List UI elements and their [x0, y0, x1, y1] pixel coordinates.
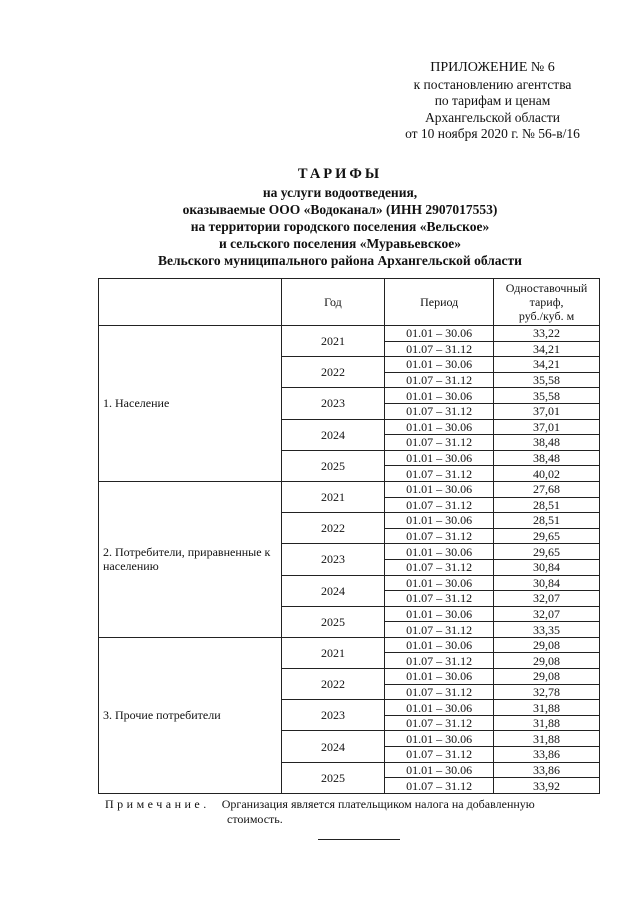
- year-cell: 2022: [281, 669, 385, 700]
- heading-line-3: на территории городского поселения «Вельское»: [190, 219, 490, 234]
- tariff-cell: 37,01: [494, 403, 600, 419]
- category-cell: 2. Потребители, приравненные к населению: [99, 481, 282, 637]
- appendix-line-2: по тарифам и ценам: [434, 93, 551, 108]
- period-cell: 01.07 – 31.12: [385, 684, 494, 700]
- tariff-cell: 37,01: [494, 419, 600, 435]
- period-cell: 01.01 – 30.06: [385, 700, 494, 716]
- year-cell: 2025: [281, 450, 385, 481]
- appendix-title: ПРИЛОЖЕНИЕ № 6: [430, 60, 555, 75]
- tariff-cell: 34,21: [494, 357, 600, 373]
- table-row: [99, 637, 600, 653]
- heading-line-1: на услуги водоотведения,: [262, 185, 418, 200]
- header-tariff-line-2: тариф,: [529, 295, 564, 309]
- tariff-cell: 32,07: [494, 591, 600, 607]
- period-cell: 01.01 – 30.06: [385, 450, 494, 466]
- tariff-cell: 38,48: [494, 435, 600, 451]
- heading-line-5: Вельского муниципального района Архангельской области: [158, 253, 522, 268]
- tariff-cell: 29,65: [494, 544, 600, 560]
- note-text-line-1: Организация является плательщиком налога на добавленную: [221, 797, 535, 811]
- appendix-line-4: от 10 ноября 2020 г. № 56-в/16: [405, 126, 580, 141]
- period-cell: 01.01 – 30.06: [385, 669, 494, 685]
- heading-line-2: оказываемые ООО «Водоканал» (ИНН 2907017553): [182, 202, 498, 217]
- header-tariff-line-1: Одноставочный: [505, 281, 588, 295]
- year-cell: 2024: [281, 731, 385, 762]
- period-cell: 01.01 – 30.06: [385, 731, 494, 747]
- tariff-cell: 32,07: [494, 606, 600, 622]
- tariff-cell: 28,51: [494, 513, 600, 529]
- period-cell: 01.01 – 30.06: [385, 481, 494, 497]
- year-cell: 2021: [281, 326, 385, 357]
- closing-divider: [318, 839, 400, 840]
- period-cell: 01.01 – 30.06: [385, 637, 494, 653]
- year-cell: 2021: [281, 481, 385, 512]
- year-cell: 2022: [281, 513, 385, 544]
- tariff-table-body: [99, 326, 600, 794]
- tariff-cell: 30,84: [494, 575, 600, 591]
- appendix-line-1: к постановлению агентства: [413, 76, 572, 92]
- period-cell: 01.01 – 30.06: [385, 326, 494, 342]
- period-cell: 01.07 – 31.12: [385, 372, 494, 388]
- period-cell: 01.07 – 31.12: [385, 622, 494, 638]
- header-tariff-line-3: руб./куб. м: [518, 309, 575, 323]
- tariff-cell: 33,35: [494, 622, 600, 638]
- period-cell: 01.07 – 31.12: [385, 591, 494, 607]
- period-cell: 01.07 – 31.12: [385, 715, 494, 731]
- tariff-cell: 33,86: [494, 762, 600, 778]
- period-cell: 01.07 – 31.12: [385, 778, 494, 794]
- period-cell: 01.07 – 31.12: [385, 403, 494, 419]
- tariff-cell: 31,88: [494, 715, 600, 731]
- tariff-cell: 30,84: [494, 559, 600, 575]
- note-block: [105, 797, 600, 827]
- note-label: Примечание.: [105, 797, 210, 811]
- period-cell: 01.07 – 31.12: [385, 528, 494, 544]
- header-year: Год: [281, 279, 385, 326]
- period-cell: 01.07 – 31.12: [385, 747, 494, 763]
- period-cell: 01.07 – 31.12: [385, 653, 494, 669]
- tariff-cell: 35,58: [494, 372, 600, 388]
- appendix-line-3: Архангельской области: [425, 109, 560, 125]
- tariff-cell: 34,21: [494, 341, 600, 357]
- period-cell: 01.01 – 30.06: [385, 419, 494, 435]
- period-cell: 01.01 – 30.06: [385, 575, 494, 591]
- tariff-cell: 29,08: [494, 653, 600, 669]
- year-cell: 2023: [281, 700, 385, 731]
- table-header-row: [99, 279, 600, 326]
- category-cell: 3. Прочие потребители: [99, 637, 282, 793]
- tariff-cell: 29,08: [494, 637, 600, 653]
- period-cell: 01.07 – 31.12: [385, 466, 494, 482]
- year-cell: 2025: [281, 762, 385, 793]
- year-cell: 2024: [281, 419, 385, 450]
- heading-line-4: и сельского поселения «Муравьевское»: [218, 236, 462, 251]
- tariff-cell: 27,68: [494, 481, 600, 497]
- tariff-cell: 40,02: [494, 466, 600, 482]
- tariff-cell: 38,48: [494, 450, 600, 466]
- year-cell: 2024: [281, 575, 385, 606]
- header-tariff: [494, 279, 600, 326]
- period-cell: 01.01 – 30.06: [385, 544, 494, 560]
- document-heading: [60, 164, 620, 269]
- period-cell: 01.01 – 30.06: [385, 606, 494, 622]
- appendix-block: [390, 60, 595, 143]
- tariff-cell: 28,51: [494, 497, 600, 513]
- tariff-cell: 29,08: [494, 669, 600, 685]
- period-cell: 01.07 – 31.12: [385, 497, 494, 513]
- document-title: ТАРИФЫ: [297, 166, 383, 182]
- tariff-cell: 31,88: [494, 731, 600, 747]
- period-cell: 01.07 – 31.12: [385, 435, 494, 451]
- table-row: [99, 326, 600, 342]
- year-cell: 2025: [281, 606, 385, 637]
- period-cell: 01.07 – 31.12: [385, 559, 494, 575]
- category-cell: 1. Население: [99, 326, 282, 482]
- tariff-cell: 29,65: [494, 528, 600, 544]
- year-cell: 2022: [281, 357, 385, 388]
- year-cell: 2023: [281, 388, 385, 419]
- tariff-table: [98, 278, 600, 794]
- period-cell: 01.01 – 30.06: [385, 513, 494, 529]
- header-category: [99, 279, 282, 326]
- table-row: [99, 481, 600, 497]
- tariff-cell: 33,22: [494, 326, 600, 342]
- period-cell: 01.01 – 30.06: [385, 357, 494, 373]
- year-cell: 2023: [281, 544, 385, 575]
- tariff-cell: 33,86: [494, 747, 600, 763]
- header-period: Период: [385, 279, 494, 326]
- period-cell: 01.01 – 30.06: [385, 388, 494, 404]
- tariff-cell: 31,88: [494, 700, 600, 716]
- tariff-cell: 32,78: [494, 684, 600, 700]
- period-cell: 01.07 – 31.12: [385, 341, 494, 357]
- note-text-line-2: стоимость.: [227, 812, 283, 826]
- tariff-cell: 33,92: [494, 778, 600, 794]
- year-cell: 2021: [281, 637, 385, 668]
- tariff-cell: 35,58: [494, 388, 600, 404]
- period-cell: 01.01 – 30.06: [385, 762, 494, 778]
